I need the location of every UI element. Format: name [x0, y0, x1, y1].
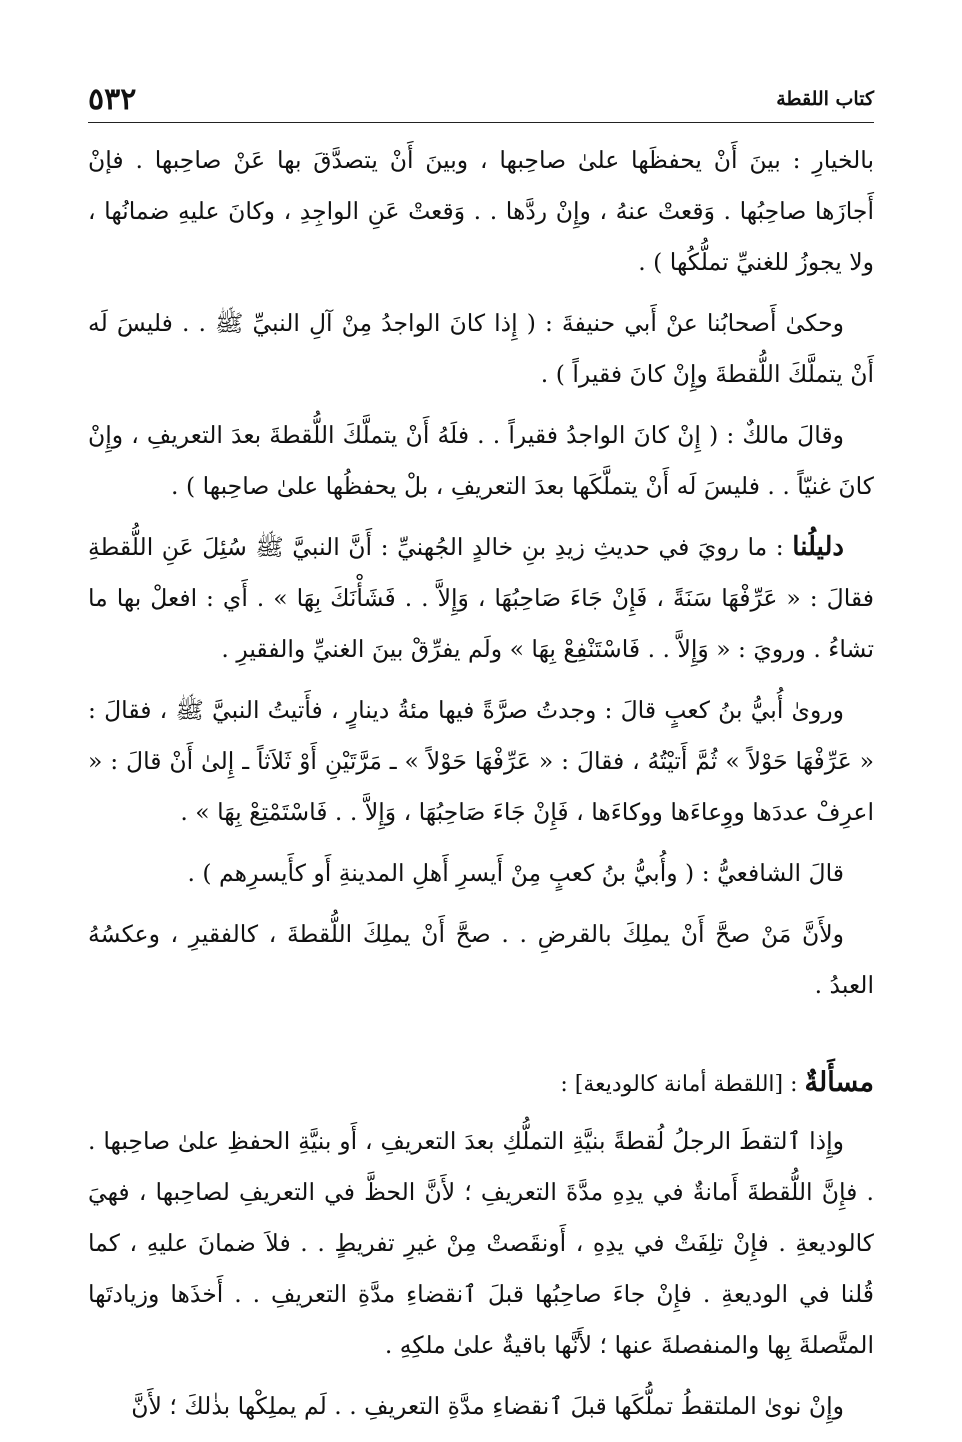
body-paragraph: وإِنْ نوىٰ الملتقطُ تملُّكَها قبلَ ٱنقضاءِ مدَّةِ التعريفِ . . لَم يملِكْها بذٰلكَ ؛ لأَنَّ: [131, 1392, 844, 1420]
running-title: كتاب اللقطة: [776, 88, 874, 110]
page-header: [88, 78, 874, 123]
evidence-text: : ما رويَ في حديثِ زيدِ بنِ خالدٍ الجُهنيِّ : أَنَّ النبيَّ ﷺ سُئِلَ عَنِ اللُّقطةِ فقالَ : « عَرِّفْهَا سَنَةً ، فَإِنْ جَاءَ صَاحِبُهَا ، وَإِلاَّ . . فَشَأْنَكَ بِهَا » . أَي : افعلْ بها ما تشاءُ . ورويَ : « وَإِلاَّ . . فَاسْتَنْفِعْ بِهَا » ولَم يفرِّقْ بينَ الغنيِّ والفقيرِ .: [88, 533, 874, 663]
body-paragraph: وروىٰ أُبيُّ بنُ كعبٍ قالَ : وجدتُ صرَّةً فيها مئةُ دينارٍ ، فأَتيتُ النبيَّ ﷺ ، فقالَ : « عَرِّفْهَا حَوْلاً » ثُمَّ أَتيْتُهُ ، فقالَ : « عَرِّفْهَا حَوْلاً » ـ مَرَّتَيْنِ أَوْ ثَلاَثاً ـ إِلىٰ أَنْ قالَ : « اعرِفْ عددَها ووِعاءَها ووكاءَها ، فَإِنْ جَاءَ صَاحِبُهَا ، وَإِلاَّ . . فَاسْتَمْتِعْ بِهَا » .: [88, 696, 874, 826]
page-number: ٥٣٢: [88, 82, 137, 117]
issue-heading-word: مسأَلةٌ: [804, 1067, 874, 1098]
page-body: [88, 135, 874, 1442]
body-paragraph: قالَ الشافعيُّ : ( وأُبيُّ بنُ كعبٍ مِنْ أَيسرِ أَهلِ المدينةِ أَو كأَيسرِهم ) .: [187, 859, 844, 887]
issue-heading: [88, 1057, 874, 1110]
body-paragraph: وإِذا ٱلتقطَ الرجلُ لُقطةً بنيَّةِ التملُّكِ بعدَ التعريفِ ، أَو بنيَّةِ الحفظِ علىٰ صاحِبها . . فإِنَّ اللُّقطةَ أَمانةٌ في يدِهِ مدَّةَ التعريفِ ؛ لأَنَّ الحظَّ في التعريفِ لصاحِبها ، فهيَ كالوديعةِ . فإِنْ تلِفَتْ في يدِهِ ، أَونقَصتْ مِنْ غيرِ تفريطٍ . . فلاَ ضمانَ عليهِ ، كما قُلنا في الوديعةِ . فإِنْ جاءَ صاحِبُها قبلَ ٱنقضاءِ مدَّةِ التعريفِ . . أَخذَها وزيادتَها المتَّصلةَ بِها والمنفصلةَ عنها ؛ لأَنَّها باقيةٌ علىٰ ملكِهِ .: [88, 1127, 874, 1359]
section-gap: [88, 1021, 874, 1057]
body-paragraph: وقالَ مالكٌ : ( إِنْ كانَ الواجدُ فقيراً . . فلَهُ أَنْ يتملَّكَ اللُّقطةَ بعدَ التعريفِ ، وإِنْ كانَ غنيّاً . . فليسَ لَه أَنْ يتملَّكَها بعدَ التعريفِ ، بلْ يحفظُها علىٰ صاحِبها ) .: [88, 421, 874, 500]
body-paragraph: بالخيارِ : بينَ أَنْ يحفظَها علىٰ صاحِبها ، وبينَ أَنْ يتصدَّقَ بها عَنْ صاحِبها . فإنْ أَجازَها صاحِبُها . وَقعتْ عنهُ ، وإِنْ ردَّها . . وَقعتْ عَنِ الواجِدِ ، وكانَ عليهِ ضمانُها ، ولا يجوزُ للغنيِّ تملُّكُها ) .: [88, 146, 874, 276]
evidence-lead: دليلُنا: [792, 532, 844, 562]
issue-heading-title: : [اللقطة أمانة كالوديعة] :: [560, 1072, 805, 1097]
body-paragraph: وحكىٰ أَصحابُنا عنْ أَبي حنيفةَ : ( إِذا كانَ الواجدُ مِنْ آلِ النبيِّ ﷺ . . فليسَ لَه أَنْ يتملَّكَ اللُّقطةَ وإِنْ كانَ فقيراً ) .: [88, 309, 874, 388]
evidence-paragraph: [88, 522, 874, 675]
body-paragraph: ولأَنَّ مَنْ صحَّ أَنْ يملِكَ بالقرضِ . . صحَّ أَنْ يملِكَ اللُّقطةَ ، كالفقيرِ ، وعكسُهُ العبدُ .: [88, 920, 874, 999]
